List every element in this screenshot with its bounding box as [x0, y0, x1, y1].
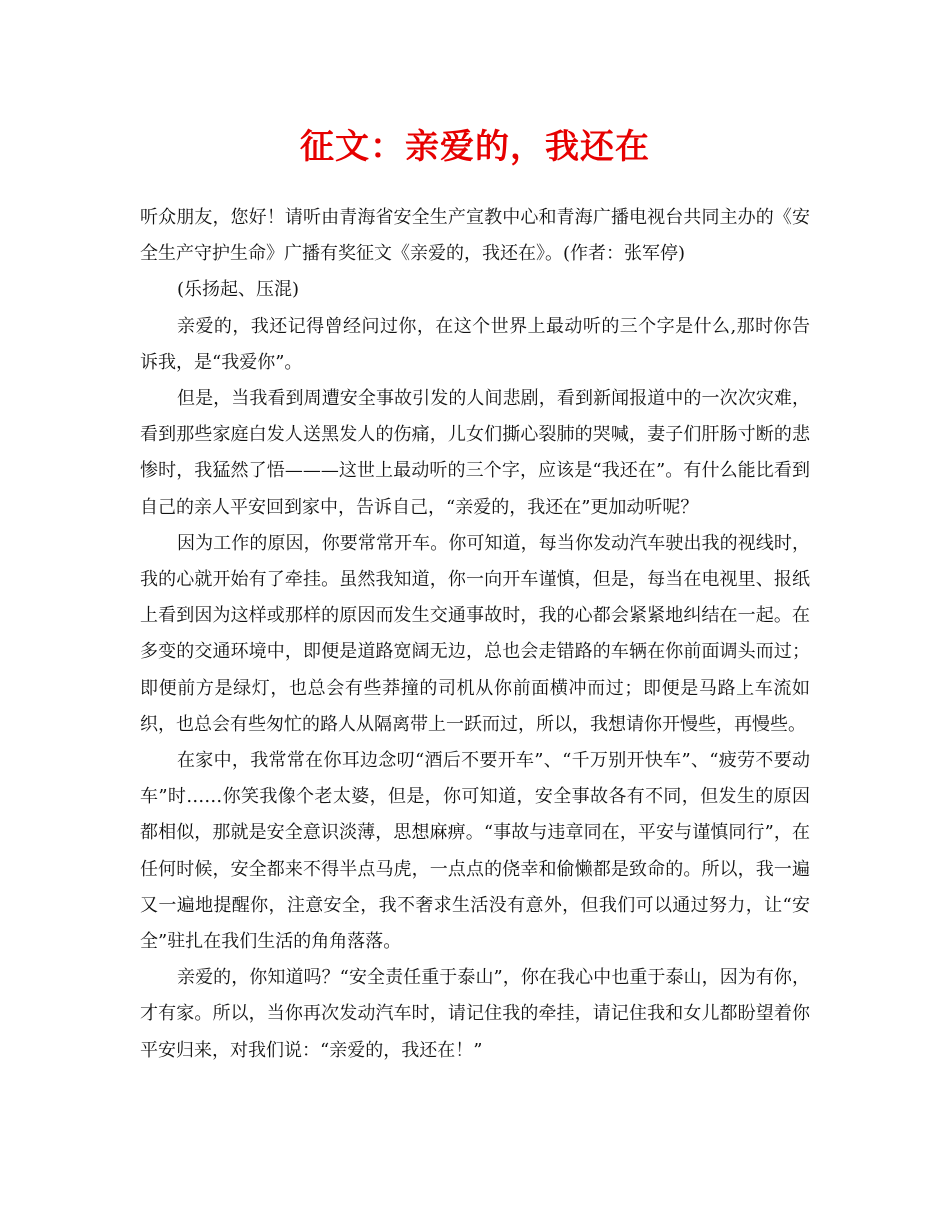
- paragraph-1: 亲爱的，我还记得曾经问过你，在这个世界上最动听的三个字是什么,那时你告诉我，是“我爱你”。: [140, 315, 810, 373]
- paragraph-intro: 听众朋友，您好！请听由青海省安全生产宣教中心和青海广播电视台共同主办的《安全生产守护生命》广播有奖征文《亲爱的，我还在》。(作者：张军停): [140, 207, 810, 265]
- document-title: 征文：亲爱的，我还在: [300, 127, 650, 167]
- paragraph-5: 亲爱的，你知道吗？“安全责任重于泰山”，你在我心中也重于泰山，因为有你，才有家。所以，当你再次发动汽车时，请记住我的牵挂，请记住我和女儿都盼望着你平安归来，对我们说：“亲爱的，我还在！”: [140, 967, 810, 1061]
- paragraph-3: 因为工作的原因，你要常常开车。你可知道，每当你发动汽车驶出我的视线时，我的心就开始有了牵挂。虽然我知道，你一向开车谨慎，但是，每当在电视里、报纸上看到因为这样或那样的原因而发生交通事故时，我的心都会紧紧地纠结在一起。在多变的交通环境中，即便是道路宽阔无边，总也会走错路的车辆在你前面调头而过；即便前方是绿灯，也总会有些莽撞的司机从你前面横冲而过；即便是马路上车流如织，也总会有些匆忙的路人从隔离带上一跃而过，所以，我想请你开慢些，再慢些。: [140, 532, 810, 735]
- document-body: [140, 200, 810, 1069]
- paragraph-4: 在家中，我常常在你耳边念叨“酒后不要开车”、“千万别开快车”、“疲劳不要动车”时……你笑我像个老太婆，但是，你可知道，安全事故各有不同，但发生的原因都相似，那就是安全意识淡薄，思想麻痹。“事故与违章同在，平安与谨慎同行”，在任何时候，安全都来不得半点马虎，一点点的侥幸和偷懒都是致命的。所以，我一遍又一遍地提醒你，注意安全，我不奢求生活没有意外，但我们可以通过努力，让“安全”驻扎在我们生活的角角落落。: [140, 750, 810, 953]
- paragraph-2: 但是，当我看到周遭安全事故引发的人间悲剧，看到新闻报道中的一次次灾难，看到那些家庭白发人送黑发人的伤痛，儿女们撕心裂肺的哭喊，妻子们肝肠寸断的悲惨时，我猛然了悟———这世上最动听的三个字，应该是“我还在”。有什么能比看到自己的亲人平安回到家中，告诉自己，“亲爱的，我还在”更加动听呢？: [140, 388, 810, 518]
- paragraph-music-cue: (乐扬起、压混): [177, 279, 300, 301]
